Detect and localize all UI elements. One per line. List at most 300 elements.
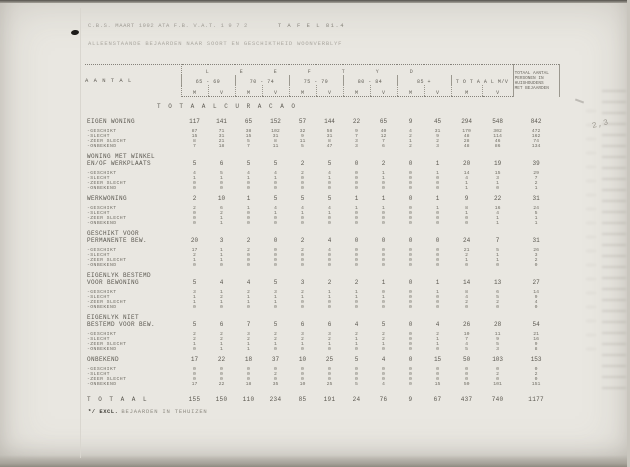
- value-cell: 0: [382, 211, 385, 216]
- sex-header: V: [316, 85, 343, 97]
- value-cell: 0: [355, 216, 358, 221]
- value-cell: 0: [355, 181, 358, 186]
- value-cell: [262, 153, 289, 160]
- value-cell: 38: [245, 129, 252, 134]
- row-label: EIGEN WONING: [87, 118, 136, 125]
- value-cell: 48: [463, 144, 470, 149]
- row-label: -ONBEKEND: [87, 347, 117, 352]
- value-cell: 0: [193, 367, 196, 372]
- value-cell: 2: [300, 160, 305, 167]
- value-cell: 3: [328, 332, 331, 337]
- value-cell: 0: [220, 372, 223, 377]
- value-cell: 5: [496, 342, 500, 347]
- value-cell: [208, 272, 235, 279]
- value-cell: 155: [188, 396, 201, 403]
- value-cell: [482, 230, 513, 237]
- value-cell: 0: [355, 300, 358, 305]
- value-cell: 0: [220, 305, 223, 310]
- age-group-header: 85 +: [397, 75, 451, 85]
- paper-crease-line: [80, 8, 81, 458]
- value-cell: 0: [534, 263, 538, 268]
- row-label: -ZEER SLECHT: [87, 342, 127, 347]
- value-cell: [181, 153, 208, 160]
- value-cell: 0: [328, 221, 331, 226]
- value-cell: 0: [247, 216, 250, 221]
- value-cell: 0: [274, 221, 277, 226]
- row-label: -ZEER SLECHT: [87, 300, 127, 305]
- value-cell: 0: [220, 181, 223, 186]
- value-cell: [289, 272, 316, 279]
- value-cell: 32: [299, 129, 306, 134]
- row-label: -ONBEKEND: [87, 263, 117, 268]
- row-label: -ONBEKEND: [87, 382, 117, 387]
- value-cell: 3: [301, 332, 304, 337]
- value-cell: 0: [247, 221, 250, 226]
- value-cell: 0: [301, 263, 304, 268]
- value-cell: [316, 272, 343, 279]
- value-cell: 4: [382, 382, 385, 387]
- value-cell: 12: [380, 134, 387, 139]
- row-label: GESCHIKT VOOR: [87, 230, 140, 237]
- row-label: -GESCHIKT: [87, 206, 117, 211]
- value-cell: 0: [274, 216, 277, 221]
- value-cell: [343, 314, 370, 321]
- age-group-header: 80 - 84: [343, 75, 397, 85]
- value-cell: 1: [381, 195, 386, 202]
- value-cell: 0: [409, 367, 412, 372]
- sex-header: V: [424, 85, 451, 97]
- value-cell: 17: [191, 248, 198, 253]
- value-cell: 0: [301, 377, 304, 382]
- value-cell: 9: [436, 134, 439, 139]
- value-cell: 28: [463, 139, 470, 144]
- value-cell: 0: [355, 305, 358, 310]
- value-cell: 2: [301, 248, 304, 253]
- value-cell: 2: [220, 337, 223, 342]
- row-label: -SLECHT: [87, 372, 110, 377]
- sex-header: V: [262, 85, 289, 97]
- row-label: -GESCHIKT: [87, 171, 117, 176]
- value-cell: [451, 272, 482, 279]
- value-cell: 6: [219, 321, 224, 328]
- value-cell: 8: [193, 139, 196, 144]
- value-cell: 234: [269, 396, 282, 403]
- value-cell: 8: [534, 347, 538, 352]
- value-cell: 4: [193, 171, 196, 176]
- value-cell: [343, 230, 370, 237]
- value-cell: 7: [495, 237, 500, 244]
- row-label: -GESCHIKT: [87, 248, 117, 253]
- value-cell: 1: [534, 186, 538, 191]
- tafel-number: T A F E L 81.4: [277, 22, 346, 29]
- value-cell: 0: [435, 237, 440, 244]
- value-cell: [235, 153, 262, 160]
- value-cell: [451, 314, 482, 321]
- table-header: [85, 65, 559, 97]
- value-cell: 2: [534, 258, 538, 263]
- scan-edge-top: [0, 0, 630, 3]
- row-label: -ZEER SLECHT: [87, 258, 127, 263]
- value-cell: 9: [534, 295, 538, 300]
- value-cell: 740: [491, 396, 504, 403]
- value-cell: [316, 153, 343, 160]
- value-cell: 87: [191, 129, 198, 134]
- value-cell: 0: [409, 253, 412, 258]
- value-cell: 7: [382, 139, 385, 144]
- value-cell: 18: [245, 382, 252, 387]
- value-cell: 3: [496, 176, 500, 181]
- value-cell: 17: [191, 382, 198, 387]
- value-cell: [289, 230, 316, 237]
- value-cell: 4: [328, 248, 331, 253]
- value-cell: 0: [382, 186, 385, 191]
- value-cell: 0: [436, 347, 439, 352]
- value-cell: 0: [409, 332, 412, 337]
- category-row: [85, 272, 559, 279]
- value-cell: 0: [436, 253, 439, 258]
- table-body: [85, 97, 559, 404]
- value-cell: 152: [270, 118, 281, 125]
- value-cell: 0: [409, 258, 412, 263]
- value-cell: [208, 314, 235, 321]
- value-cell: 0: [355, 263, 358, 268]
- statistics-table-wrap: [85, 64, 561, 403]
- value-cell: 0: [193, 305, 196, 310]
- pencil-annotation: 2,3: [591, 118, 611, 131]
- value-cell: 1: [436, 342, 439, 347]
- value-cell: 54: [532, 321, 540, 328]
- value-cell: 0: [409, 342, 412, 347]
- value-cell: [262, 314, 289, 321]
- value-cell: 1: [220, 342, 223, 347]
- value-cell: 11: [494, 332, 501, 337]
- value-cell: 0: [354, 237, 359, 244]
- value-cell: 10: [217, 195, 226, 202]
- value-cell: 4: [465, 176, 469, 181]
- document-title-line: [88, 22, 558, 29]
- row-label: -SLECHT: [87, 337, 110, 342]
- value-cell: 16: [494, 206, 501, 211]
- value-cell: 0: [301, 367, 304, 372]
- value-cell: 15: [494, 171, 501, 176]
- value-cell: 0: [247, 372, 250, 377]
- value-cell: [370, 230, 397, 237]
- value-cell: 4: [409, 129, 412, 134]
- value-cell: 0: [301, 216, 304, 221]
- value-cell: 2: [382, 332, 385, 337]
- value-cell: 0: [274, 186, 277, 191]
- age-group-header: 70 - 74: [235, 75, 289, 85]
- value-cell: [181, 314, 208, 321]
- value-cell: 0: [220, 263, 223, 268]
- value-cell: 1: [381, 279, 386, 286]
- header-filler: [451, 65, 513, 76]
- value-cell: 18: [244, 356, 253, 363]
- value-cell: 1: [220, 300, 223, 305]
- value-cell: 1: [274, 295, 277, 300]
- value-cell: 7: [247, 144, 250, 149]
- value-cell: 0: [496, 377, 500, 382]
- value-cell: 1: [328, 342, 331, 347]
- value-cell: 1: [328, 176, 331, 181]
- value-cell: 0: [409, 372, 412, 377]
- value-cell: 37: [271, 356, 280, 363]
- value-cell: 0: [301, 253, 304, 258]
- value-cell: 4: [328, 206, 331, 211]
- value-cell: 0: [355, 211, 358, 216]
- value-cell: 0: [274, 248, 277, 253]
- value-cell: 4: [274, 206, 277, 211]
- value-cell: 13: [494, 279, 502, 286]
- value-cell: 4: [327, 237, 332, 244]
- value-cell: [397, 153, 424, 160]
- value-cell: [208, 230, 235, 237]
- value-cell: 4: [274, 171, 277, 176]
- value-cell: 0: [301, 258, 304, 263]
- value-cell: 3: [436, 144, 439, 149]
- value-cell: 39: [532, 160, 540, 167]
- spacer-row: [85, 387, 559, 394]
- value-cell: 0: [465, 216, 469, 221]
- value-cell: 31: [218, 134, 225, 139]
- value-cell: 0: [274, 305, 277, 310]
- value-cell: 45: [433, 118, 442, 125]
- row-label: -ZEER SLECHT: [87, 216, 127, 221]
- value-cell: 0: [274, 181, 277, 186]
- value-cell: 1: [436, 337, 439, 342]
- value-cell: 0: [436, 377, 439, 382]
- value-cell: 110: [242, 396, 255, 403]
- value-cell: 0: [409, 263, 412, 268]
- age-group-header: 75 - 79: [289, 75, 343, 85]
- value-cell: [370, 272, 397, 279]
- value-cell: 0: [409, 295, 412, 300]
- value-cell: 0: [382, 290, 385, 295]
- value-cell: 4: [301, 206, 304, 211]
- value-cell: 0: [409, 300, 412, 305]
- value-cell: 2: [247, 290, 250, 295]
- value-cell: 0: [465, 221, 469, 226]
- value-cell: 0: [247, 211, 250, 216]
- value-cell: 5: [496, 295, 500, 300]
- value-cell: 2: [301, 290, 304, 295]
- value-cell: 6: [327, 321, 332, 328]
- value-cell: 31: [532, 237, 540, 244]
- sex-header: M: [451, 85, 482, 97]
- value-cell: 0: [409, 290, 412, 295]
- scan-edge-bottom: [0, 455, 630, 467]
- value-cell: 4: [465, 295, 469, 300]
- value-cell: 5: [465, 347, 469, 352]
- value-cell: 65: [379, 118, 388, 125]
- value-cell: 57: [298, 118, 307, 125]
- value-cell: 2: [496, 300, 500, 305]
- total-row: [85, 394, 559, 403]
- value-cell: 3: [300, 279, 305, 286]
- value-cell: 0: [382, 181, 385, 186]
- value-cell: 0: [382, 377, 385, 382]
- category-row: [85, 279, 559, 286]
- value-cell: 0: [382, 221, 385, 226]
- row-label: PERMANENTE BEW.: [87, 237, 148, 244]
- document-subtitle: ALLEENSTAANDE BEJAARDEN NAAR SOORT EN GESCHIKTHEID WOONVERBLYF: [88, 40, 343, 47]
- value-cell: 2: [409, 144, 412, 149]
- category-row: [85, 153, 559, 160]
- value-cell: 0: [409, 171, 412, 176]
- value-cell: 1: [328, 295, 331, 300]
- value-cell: 294: [461, 118, 473, 125]
- value-cell: 0: [436, 295, 439, 300]
- value-cell: 1: [465, 211, 469, 216]
- value-cell: 5: [354, 356, 359, 363]
- value-cell: 5: [496, 248, 500, 253]
- value-cell: [451, 153, 482, 160]
- value-cell: 0: [382, 253, 385, 258]
- value-cell: 0: [328, 253, 331, 258]
- value-cell: 2: [328, 337, 331, 342]
- value-cell: 1: [274, 300, 277, 305]
- value-cell: 40: [380, 129, 387, 134]
- value-cell: 0: [301, 305, 304, 310]
- value-cell: 11: [272, 144, 279, 149]
- value-cell: 0: [355, 253, 358, 258]
- value-cell: 0: [409, 248, 412, 253]
- value-cell: 0: [355, 347, 358, 352]
- value-cell: 0: [274, 347, 277, 352]
- value-cell: 1: [247, 300, 250, 305]
- value-cell: 0: [409, 206, 412, 211]
- value-cell: 0: [534, 377, 538, 382]
- value-cell: 20: [190, 237, 199, 244]
- value-cell: 3: [496, 347, 500, 352]
- value-cell: 71: [218, 129, 225, 134]
- value-cell: [397, 272, 424, 279]
- value-cell: 4: [219, 279, 224, 286]
- value-cell: 1: [220, 253, 223, 258]
- value-cell: 1: [435, 279, 440, 286]
- value-cell: 6: [220, 206, 223, 211]
- value-cell: 0: [534, 367, 538, 372]
- value-cell: 1: [382, 342, 385, 347]
- value-cell: 0: [382, 305, 385, 310]
- value-cell: 0: [328, 181, 331, 186]
- value-cell: 0: [301, 176, 304, 181]
- value-cell: 0: [355, 248, 358, 253]
- value-cell: 7: [465, 337, 469, 342]
- value-cell: 1: [193, 300, 196, 305]
- value-cell: 2: [192, 195, 197, 202]
- value-cell: 1: [534, 216, 538, 221]
- value-cell: 1: [220, 290, 223, 295]
- sex-header: M: [397, 85, 424, 97]
- value-cell: 0: [193, 347, 196, 352]
- value-cell: 0: [436, 176, 439, 181]
- value-cell: [181, 272, 208, 279]
- value-cell: 31: [272, 134, 279, 139]
- value-cell: 2: [496, 372, 500, 377]
- row-label: -GESCHIKT: [87, 367, 117, 372]
- value-cell: 0: [382, 347, 385, 352]
- value-cell: 144: [324, 118, 335, 125]
- row-label: -SLECHT: [87, 295, 110, 300]
- value-cell: 0: [409, 221, 412, 226]
- value-cell: 22: [218, 382, 225, 387]
- row-label: EIGENLYK NIET: [87, 314, 140, 321]
- value-cell: 0: [247, 258, 250, 263]
- value-cell: 1: [496, 221, 500, 226]
- value-cell: 9: [408, 118, 413, 125]
- scan-speck: [575, 99, 584, 104]
- value-cell: 22: [352, 118, 361, 125]
- value-cell: 10: [463, 332, 470, 337]
- value-cell: 25: [325, 356, 334, 363]
- value-cell: 27: [532, 279, 540, 286]
- value-cell: 10: [298, 356, 307, 363]
- value-cell: 1: [193, 295, 196, 300]
- row-label: EIGENLYK BESTEMD: [87, 272, 152, 279]
- age-group-header: T O T A A L M/V: [451, 75, 513, 85]
- value-cell: 15: [245, 134, 252, 139]
- value-cell: 0: [193, 221, 196, 226]
- value-cell: 9: [464, 195, 469, 202]
- value-cell: 0: [247, 186, 250, 191]
- value-cell: 0: [408, 237, 413, 244]
- value-cell: 1: [465, 181, 469, 186]
- value-cell: 14: [533, 290, 539, 295]
- value-cell: [482, 153, 513, 160]
- value-cell: 141: [216, 118, 227, 125]
- value-cell: 0: [409, 211, 412, 216]
- category-row: [85, 356, 559, 363]
- value-cell: 1: [193, 176, 196, 181]
- value-cell: 0: [274, 253, 277, 258]
- value-cell: 1: [247, 347, 250, 352]
- value-cell: [289, 314, 316, 321]
- value-cell: 1: [220, 347, 223, 352]
- value-cell: 1: [220, 258, 223, 263]
- value-cell: 0: [465, 377, 469, 382]
- value-cell: 2: [436, 139, 439, 144]
- value-cell: 0: [328, 347, 331, 352]
- value-cell: 5: [192, 279, 197, 286]
- value-cell: 0: [355, 171, 358, 176]
- value-cell: 25: [326, 382, 333, 387]
- value-cell: 0: [409, 216, 412, 221]
- value-cell: 5: [534, 211, 538, 216]
- value-cell: 67: [433, 396, 442, 403]
- value-cell: 0: [193, 186, 196, 191]
- value-cell: 2: [534, 372, 538, 377]
- value-cell: [289, 153, 316, 160]
- value-cell: 1: [220, 216, 223, 221]
- value-cell: 26: [533, 248, 539, 253]
- statistics-table: [85, 64, 560, 403]
- value-cell: 5: [301, 144, 304, 149]
- row-label: -SLECHT: [87, 134, 110, 139]
- value-cell: 1: [436, 290, 439, 295]
- value-cell: 2: [465, 253, 469, 258]
- value-cell: 24: [533, 206, 539, 211]
- value-cell: 28: [494, 321, 502, 328]
- value-cell: 1: [382, 171, 385, 176]
- value-cell: 20: [463, 160, 471, 167]
- value-cell: 0: [274, 367, 277, 372]
- value-cell: 1: [355, 342, 358, 347]
- value-cell: 162: [531, 134, 541, 139]
- value-cell: 2: [220, 332, 223, 337]
- row-label: -SLECHT: [87, 211, 110, 216]
- value-cell: 102: [271, 129, 280, 134]
